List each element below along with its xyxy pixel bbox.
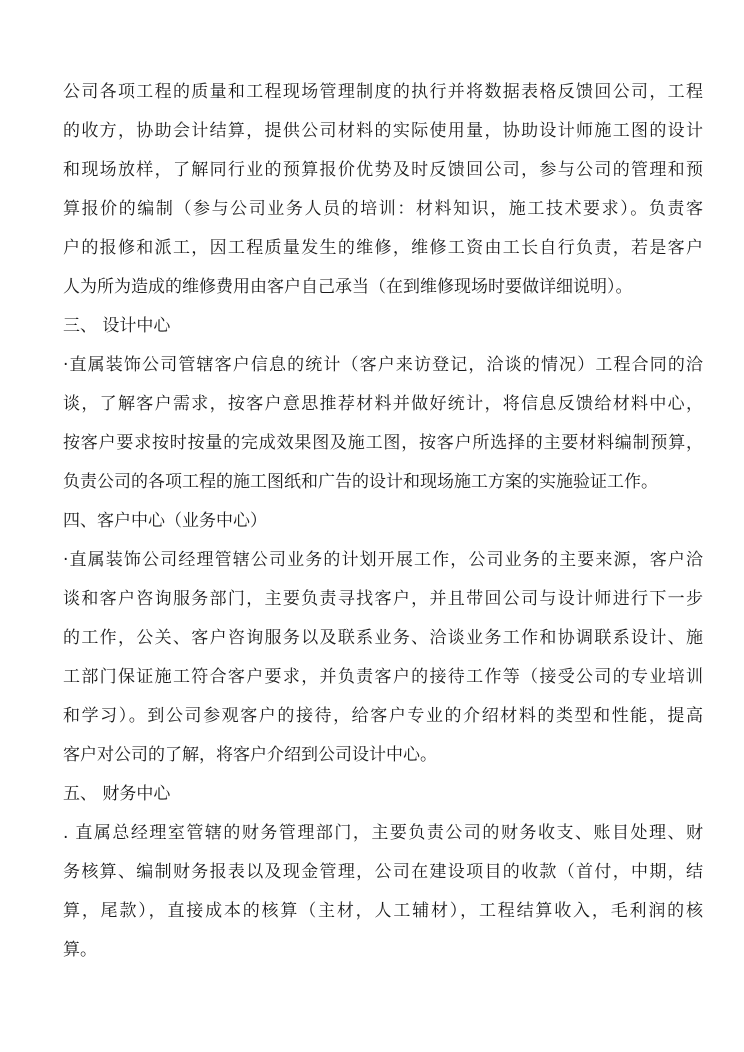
paragraph-line: 人为所为造成的维修费用由客户自己承当（在到维修现场时要做详细说明）。 [63,277,633,297]
paragraph-line: 算。 [63,940,97,960]
paragraph-line: 负责公司的各项工程的施工图纸和广告的设计和现场施工方案的实施验证工作。 [63,472,658,492]
paragraph-line: 和学习）。到公司参观客户的接待，给客户专业的介绍材料的类型和性能，提高 [63,706,703,726]
paragraph-line: 的收方，协助会计结算，提供公司材料的实际使用量，协助设计师施工图的设计 [63,121,703,141]
paragraph-line: 工部门保证施工符合客户要求，并负责客户的接待工作等（接受公司的专业培训 [63,667,703,687]
paragraph-line: 按客户要求按时按量的完成效果图及施工图，按客户所选择的主要材料编制预算， [63,433,703,453]
paragraph-line: . 直属总经理室管辖的财务管理部门，主要负责公司的财务收支、账目处理、财 [63,823,703,843]
paragraph-line: 的工作，公关、客户咨询服务以及联系业务、洽谈业务工作和协调联系设计、施 [63,628,703,648]
paragraph-line: 和现场放样，了解同行业的预算报价优势及时反馈回公司，参与公司的管理和预 [63,160,703,180]
section-heading-customer: 四、客户中心（业务中心） [63,511,267,531]
paragraph-line: 算报价的编制（参与公司业务人员的培训：材料知识，施工技术要求）。负责客 [63,199,703,219]
section-heading-finance: 五、 财务中心 [63,784,171,804]
paragraph-line: 户的报修和派工，因工程质量发生的维修，维修工资由工长自行负责，若是客户 [63,238,703,258]
paragraph-line: 谈和客户咨询服务部门，主要负责寻找客户，并且带回公司与设计师进行下一步 [63,589,703,609]
paragraph-line: 公司各项工程的质量和工程现场管理制度的执行并将数据表格反馈回公司，工程 [63,82,703,102]
paragraph-line: ·直属装饰公司经理管辖公司业务的计划开展工作，公司业务的主要来源，客户洽 [63,550,703,570]
paragraph-line: 算，尾款），直接成本的核算（主材，人工辅材），工程结算收入，毛利润的核 [63,901,703,921]
paragraph-line: ·直属装饰公司管辖客户信息的统计（客户来访登记，洽谈的情况）工程合同的洽 [63,355,703,375]
paragraph-line: 务核算、编制财务报表以及现金管理，公司在建设项目的收款（首付，中期，结 [63,862,703,882]
paragraph-line: 客户对公司的了解，将客户介绍到公司设计中心。 [63,745,437,765]
paragraph-line: 谈，了解客户需求，按客户意思推荐材料并做好统计，将信息反馈给材料中心， [63,394,703,414]
section-heading-design: 三、 设计中心 [63,316,171,336]
